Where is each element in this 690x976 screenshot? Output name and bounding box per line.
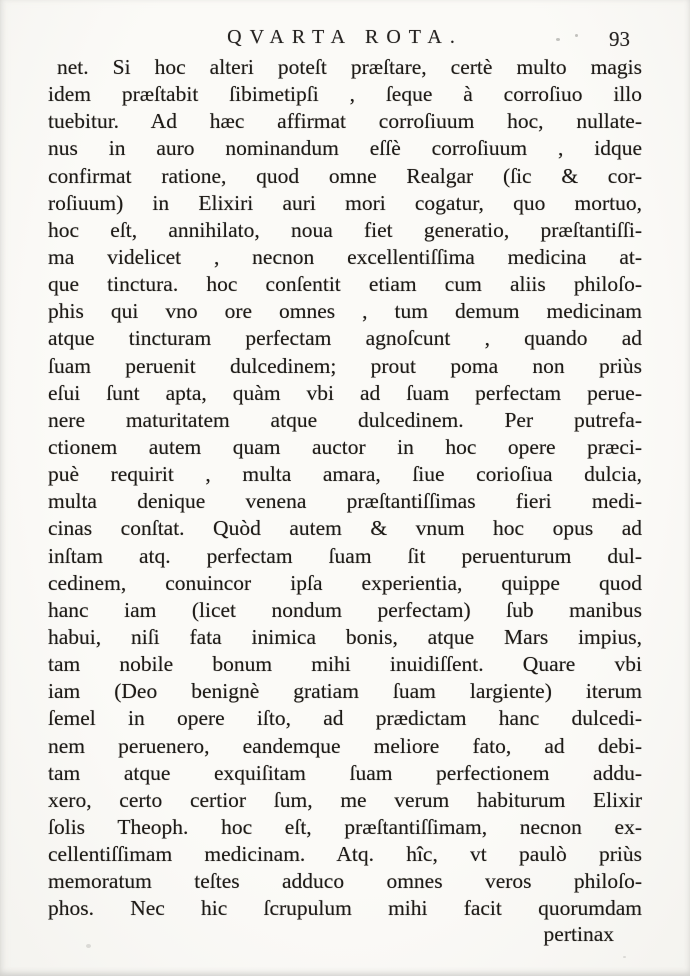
text-line: hoc eſt, annihilato, noua fiet generatio, præſtantiſſi- <box>48 217 642 242</box>
text-line: cinas conſtat. Quòd autem & vnum hoc opus ad <box>48 516 642 541</box>
text-line: multa denique venena præſtantiſſimas fieri medi- <box>48 489 642 514</box>
text-line: tam atque exquiſitam ſuam perfectionem addu- <box>48 760 642 785</box>
text-line: iam (Deo benignè gratiam ſuam largiente) iterum <box>48 679 642 704</box>
scan-speckle <box>623 956 626 958</box>
text-line: ma videlicet , necnon excellentiſſima medicina at- <box>48 244 642 269</box>
text-line: cellentiſſimam medicinam. Atq. hîc, vt paulò priùs <box>48 842 642 867</box>
running-head-title: QVARTA ROTA. <box>227 26 463 48</box>
text-line: tuebitur. Ad hæc affirmat corroſiuum hoc, nullate- <box>48 109 642 134</box>
text-line: nere maturitatem atque dulcedinem. Per putrefa- <box>48 407 642 432</box>
text-line: ctionem autem quam auctor in hoc opere præci- <box>48 434 642 459</box>
text-line: net. Si hoc alteri poteſt præſtare, certè multo magis <box>57 55 642 79</box>
text-line: phos. Nec hic ſcrupulum mihi facit quorumdam <box>48 896 642 921</box>
catchword: pertinax <box>543 922 614 946</box>
text-line: roſiuum) in Elixiri auri mori cogatur, quo mortuo, <box>48 190 642 215</box>
text-line: puè requirit , multa amara, ſiue corioſiua dulcia, <box>48 462 642 487</box>
text-line: xero, certo certior ſum, me verum habiturum Elixir <box>48 787 642 812</box>
text-line: ſolis Theoph. hoc eſt, præſtantiſſimam, necnon ex- <box>48 814 642 839</box>
text-line: ſemel in opere iſto, ad prædictam hanc dulcedi- <box>48 706 642 731</box>
text-line: hanc iam (licet nondum perfectam) ſub manibus <box>48 597 642 622</box>
text-line: tam nobile bonum mihi inuidiſſent. Quare vbi <box>48 652 642 677</box>
body-text <box>48 54 642 923</box>
text-line: cedinem, conuincor ipſa experientia, quippe quod <box>48 570 642 595</box>
text-line: memoratum teſtes adduco omnes veros philoſo- <box>48 869 642 894</box>
running-head-row <box>0 26 690 52</box>
text-line: habui, niſi fata inimica bonis, atque Mars impius, <box>48 624 642 649</box>
text-line: phis qui vno ore omnes , tum demum medicinam <box>48 299 642 324</box>
text-line: atque tincturam perfectam agnoſcunt , quando ad <box>48 326 642 351</box>
text-line: eſui ſunt apta, quàm vbi ad ſuam perfectam perue- <box>48 380 642 405</box>
text-line: confirmat ratione, quod omne Realgar (ſic & cor- <box>48 163 642 188</box>
text-line: nem peruenero, eandemque meliore fato, ad debi- <box>48 733 642 758</box>
text-line: idem præſtabit ſibimetipſi , ſeque à corroſiuo illo <box>48 82 642 107</box>
text-line: ſuam peruenit dulcedinem; prout poma non priùs <box>48 353 642 378</box>
text-line: que tinctura. hoc conſentit etiam cum aliis philoſo- <box>48 272 642 297</box>
text-line: inſtam atq. perfectam ſuam ſit peruenturum dul- <box>48 543 642 568</box>
text-line: nus in auro nominandum eſſè corroſiuum , idque <box>48 136 642 161</box>
page-number: 93 <box>609 27 630 51</box>
